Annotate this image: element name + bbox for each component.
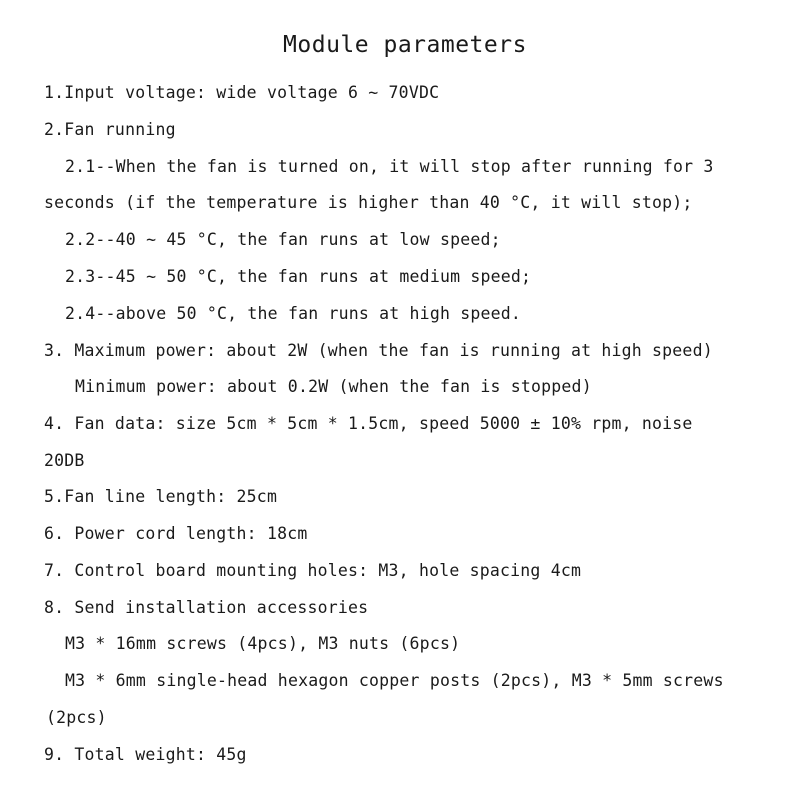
param-maximum-power: 3. Maximum power: about 2W (when the fan is running at high speed) [44, 341, 713, 360]
param-fan-running-2-3: 2.3--45 ~ 50 °C, the fan runs at medium speed; [65, 267, 532, 286]
param-fan-data: 4. Fan data: size 5cm * 5cm * 1.5cm, speed 5000 ± 10% rpm, noise [44, 414, 693, 433]
param-accessories-cont: (2pcs) [46, 708, 107, 727]
param-fan-running: 2.Fan running [44, 120, 176, 139]
param-fan-running-2-2: 2.2--40 ~ 45 °C, the fan runs at low speed; [65, 230, 501, 249]
param-fan-running-2-1-cont: seconds (if the temperature is higher than 40 °C, it will stop); [44, 193, 693, 212]
param-fan-line-length: 5.Fan line length: 25cm [44, 487, 278, 506]
param-mounting-holes: 7. Control board mounting holes: M3, hole spacing 4cm [44, 561, 582, 580]
param-total-weight: 9. Total weight: 45g [44, 745, 247, 764]
param-fan-running-2-1: 2.1--When the fan is turned on, it will stop after running for 3 [65, 157, 714, 176]
param-fan-running-2-4: 2.4--above 50 °C, the fan runs at high speed. [65, 304, 522, 323]
param-accessories-screws-nuts: M3 * 16mm screws (4pcs), M3 nuts (6pcs) [65, 634, 461, 653]
param-accessories: 8. Send installation accessories [44, 598, 369, 617]
param-minimum-power: Minimum power: about 0.2W (when the fan is stopped) [75, 377, 592, 396]
param-input-voltage: 1.Input voltage: wide voltage 6 ~ 70VDC [44, 83, 440, 102]
param-power-cord-length: 6. Power cord length: 18cm [44, 524, 308, 543]
param-accessories-copper-posts: M3 * 6mm single-head hexagon copper posts (2pcs), M3 * 5mm screws [65, 671, 724, 690]
param-fan-data-cont: 20DB [44, 451, 85, 470]
page-title: Module parameters [283, 32, 527, 58]
